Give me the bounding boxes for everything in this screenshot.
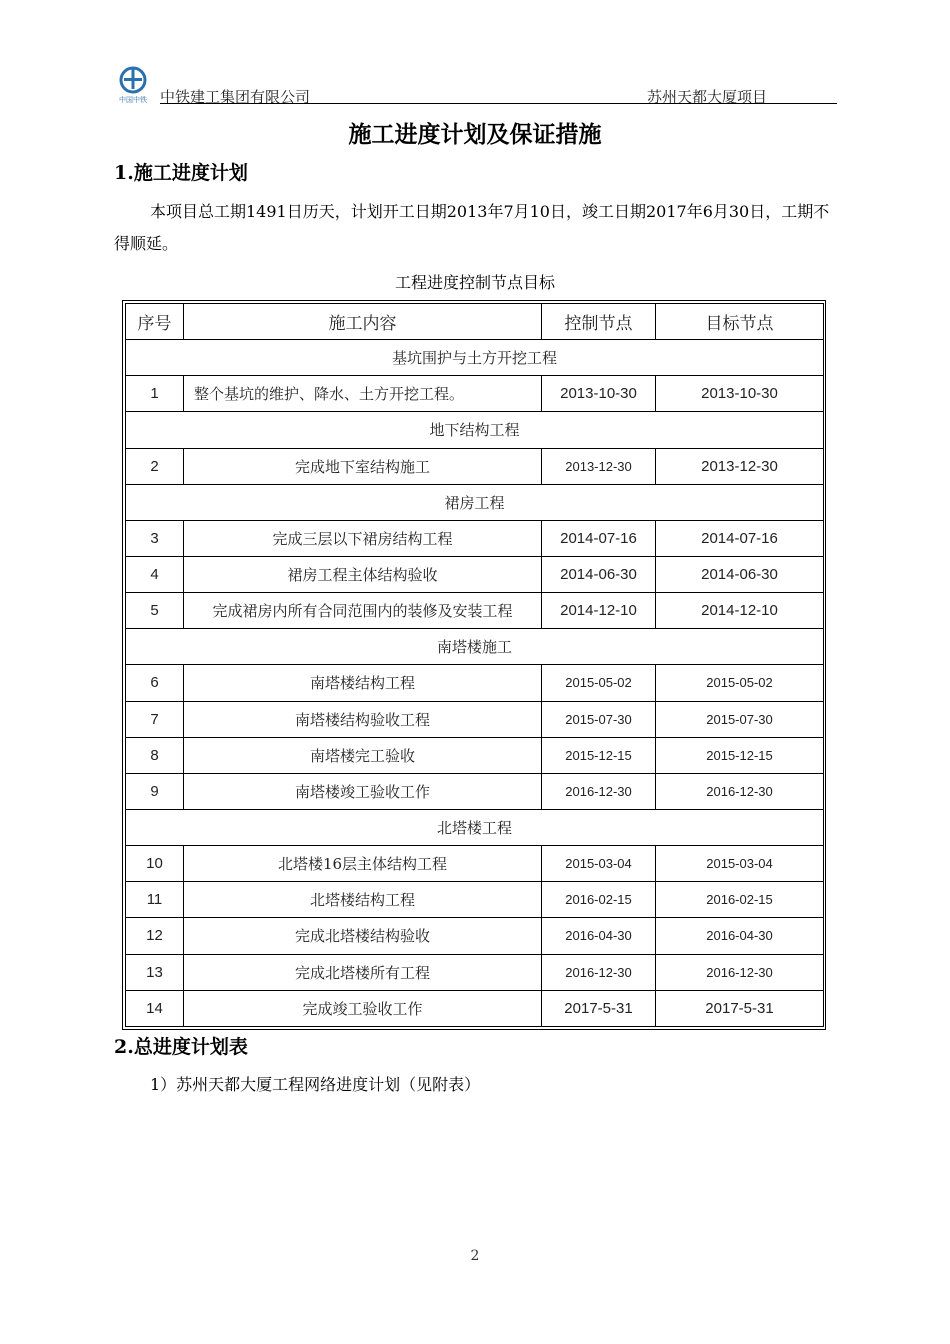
row-number: 11 bbox=[126, 882, 184, 918]
table-row bbox=[126, 448, 824, 484]
row-content: 北塔楼16层主体结构工程 bbox=[184, 846, 542, 882]
target-date: 2014-06-30 bbox=[656, 556, 824, 592]
project-name: 苏州天都大厦项目 bbox=[646, 88, 767, 106]
section2-heading: 2.总进度计划表 bbox=[114, 1036, 248, 1058]
section1-heading: 1.施工进度计划 bbox=[114, 162, 248, 184]
table-row bbox=[126, 376, 824, 412]
target-date: 2013-10-30 bbox=[656, 376, 824, 412]
row-number: 4 bbox=[126, 556, 184, 592]
group-name: 裙房工程 bbox=[126, 484, 824, 520]
row-content: 北塔楼结构工程 bbox=[184, 882, 542, 918]
control-date: 2015-05-02 bbox=[542, 665, 656, 701]
table-row bbox=[126, 665, 824, 701]
control-date: 2015-03-04 bbox=[542, 846, 656, 882]
schedule-table bbox=[125, 303, 824, 1027]
column-header: 施工内容 bbox=[184, 304, 542, 340]
table-header-row bbox=[126, 304, 824, 340]
target-date: 2016-04-30 bbox=[656, 918, 824, 954]
company-logo-icon bbox=[112, 66, 154, 104]
row-content: 南塔楼结构工程 bbox=[184, 665, 542, 701]
row-number: 10 bbox=[126, 846, 184, 882]
row-number: 3 bbox=[126, 520, 184, 556]
control-date: 2016-12-30 bbox=[542, 773, 656, 809]
group-row bbox=[126, 412, 824, 448]
row-content: 南塔楼完工验收 bbox=[184, 737, 542, 773]
row-content: 完成裙房内所有合同范围内的装修及安装工程 bbox=[184, 593, 542, 629]
row-content: 完成地下室结构施工 bbox=[184, 448, 542, 484]
row-content: 完成三层以下裙房结构工程 bbox=[184, 520, 542, 556]
table-row bbox=[126, 990, 824, 1026]
column-header: 目标节点 bbox=[656, 304, 824, 340]
row-number: 12 bbox=[126, 918, 184, 954]
table-row bbox=[126, 556, 824, 592]
target-date: 2016-12-30 bbox=[656, 954, 824, 990]
group-name: 基坑围护与土方开挖工程 bbox=[126, 340, 824, 376]
group-name: 地下结构工程 bbox=[126, 412, 824, 448]
table-row bbox=[126, 882, 824, 918]
row-number: 9 bbox=[126, 773, 184, 809]
control-date: 2017-5-31 bbox=[542, 990, 656, 1026]
company-name: 中铁建工集团有限公司 bbox=[160, 88, 311, 106]
control-date: 2016-12-30 bbox=[542, 954, 656, 990]
row-content: 整个基坑的维护、降水、土方开挖工程。 bbox=[184, 376, 542, 412]
page-title: 施工进度计划及保证措施 bbox=[348, 121, 602, 148]
row-content: 南塔楼结构验收工程 bbox=[184, 701, 542, 737]
control-date: 2015-07-30 bbox=[542, 701, 656, 737]
row-content: 南塔楼竣工验收工作 bbox=[184, 773, 542, 809]
table-caption: 工程进度控制节点目标 bbox=[394, 273, 555, 292]
header-divider bbox=[160, 103, 837, 104]
table-row bbox=[126, 918, 824, 954]
page-header bbox=[112, 64, 837, 104]
table-row bbox=[126, 773, 824, 809]
schedule-table-frame bbox=[122, 300, 826, 1030]
control-date: 2013-12-30 bbox=[542, 448, 656, 484]
group-row bbox=[126, 629, 824, 665]
row-content: 完成北塔楼结构验收 bbox=[184, 918, 542, 954]
row-content: 完成北塔楼所有工程 bbox=[184, 954, 542, 990]
section1-paragraph: 本项目总工期1491日历天，计划开工日期2013年7月10日，竣工日期2017年6月30日，工期不得顺延。 bbox=[114, 202, 830, 253]
target-date: 2015-03-04 bbox=[656, 846, 824, 882]
target-date: 2014-07-16 bbox=[656, 520, 824, 556]
row-number: 14 bbox=[126, 990, 184, 1026]
target-date: 2014-12-10 bbox=[656, 593, 824, 629]
control-date: 2014-07-16 bbox=[542, 520, 656, 556]
target-date: 2016-02-15 bbox=[656, 882, 824, 918]
page-number: 2 bbox=[470, 1248, 480, 1264]
control-date: 2016-04-30 bbox=[542, 918, 656, 954]
group-row bbox=[126, 809, 824, 845]
table-row bbox=[126, 520, 824, 556]
control-date: 2015-12-15 bbox=[542, 737, 656, 773]
group-name: 南塔楼施工 bbox=[126, 629, 824, 665]
target-date: 2017-5-31 bbox=[656, 990, 824, 1026]
group-row bbox=[126, 340, 824, 376]
table-row bbox=[126, 846, 824, 882]
column-header: 序号 bbox=[126, 304, 184, 340]
row-number: 5 bbox=[126, 593, 184, 629]
row-number: 2 bbox=[126, 448, 184, 484]
control-date: 2014-12-10 bbox=[542, 593, 656, 629]
table-row bbox=[126, 701, 824, 737]
control-date: 2013-10-30 bbox=[542, 376, 656, 412]
control-date: 2016-02-15 bbox=[542, 882, 656, 918]
group-row bbox=[126, 484, 824, 520]
table-row bbox=[126, 954, 824, 990]
logo-text: 中国中铁 bbox=[119, 96, 147, 104]
control-date: 2014-06-30 bbox=[542, 556, 656, 592]
target-date: 2013-12-30 bbox=[656, 448, 824, 484]
row-number: 8 bbox=[126, 737, 184, 773]
section2-item: 1）苏州天都大厦工程网络进度计划（见附表） bbox=[150, 1075, 481, 1094]
target-date: 2015-07-30 bbox=[656, 701, 824, 737]
target-date: 2015-05-02 bbox=[656, 665, 824, 701]
row-number: 7 bbox=[126, 701, 184, 737]
column-header: 控制节点 bbox=[542, 304, 656, 340]
target-date: 2015-12-15 bbox=[656, 737, 824, 773]
target-date: 2016-12-30 bbox=[656, 773, 824, 809]
table-row bbox=[126, 593, 824, 629]
row-number: 6 bbox=[126, 665, 184, 701]
row-number: 1 bbox=[126, 376, 184, 412]
row-content: 完成竣工验收工作 bbox=[184, 990, 542, 1026]
table-row bbox=[126, 737, 824, 773]
group-name: 北塔楼工程 bbox=[126, 809, 824, 845]
row-number: 13 bbox=[126, 954, 184, 990]
row-content: 裙房工程主体结构验收 bbox=[184, 556, 542, 592]
